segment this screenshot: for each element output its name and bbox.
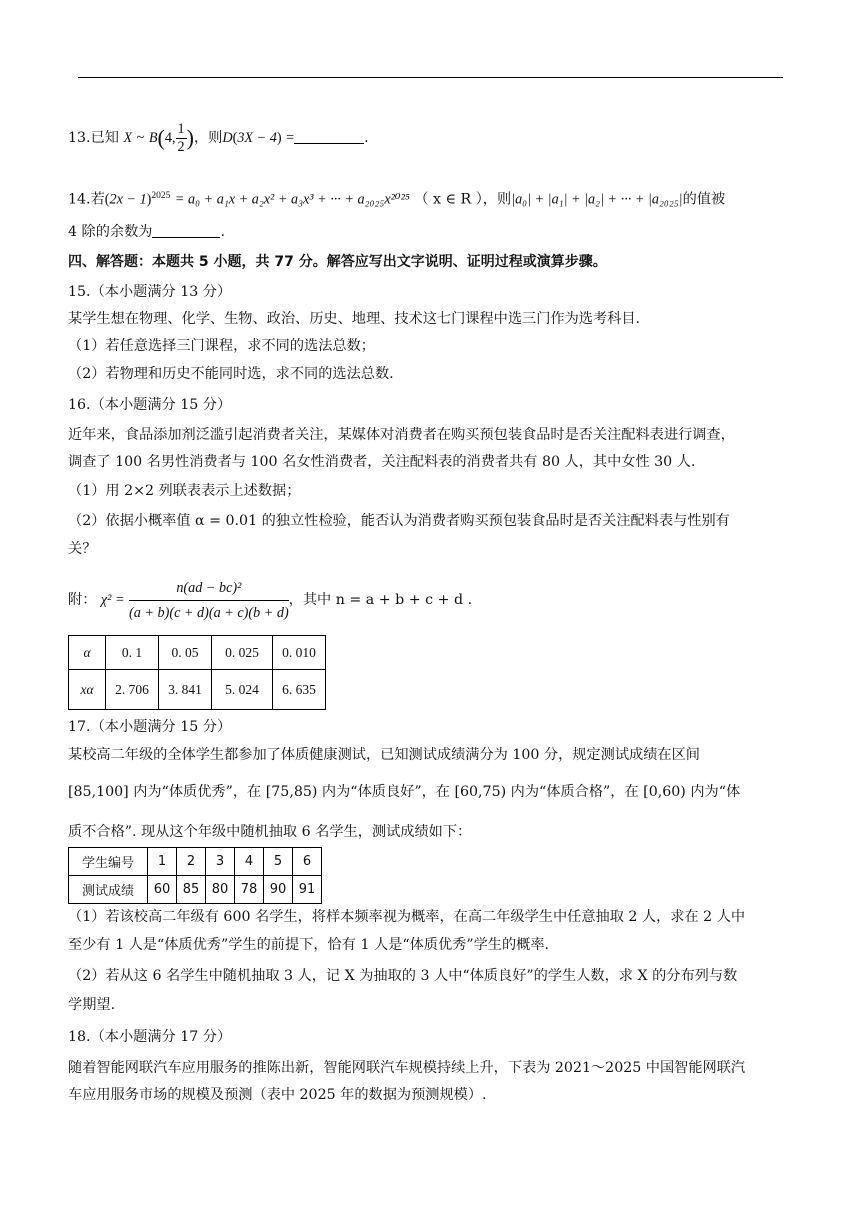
critical-value-table (68, 635, 326, 710)
table-row: xα 2. 706 3. 841 5. 024 6. 635 (69, 670, 326, 710)
q15-stem: 某学生想在物理、化学、生物、政治、历史、地理、技术这七门课程中选三门作为选考科目. (68, 311, 641, 327)
fraction: $\frac{1}{2}$ (177, 120, 185, 155)
q18-stem-1: 随着智能网联汽车应用服务的推陈出新，智能网联汽车规模持续上升，下表为 2021～2025 中国智能网联汽 (68, 1060, 746, 1076)
section-heading: 四、解答题：本题共 5 小题，共 77 分。解答应写出文字说明、证明过程或演算步骤。 (68, 254, 607, 270)
q18-heading: 18.（本小题满分 17 分） (68, 1029, 232, 1045)
header-rule (78, 77, 783, 78)
q16-part2-line2: 关？ (68, 541, 97, 557)
score-table (68, 847, 322, 904)
q15-part2: （2）若物理和历史不能同时选，求不同的选法总数. (68, 366, 394, 382)
answer-blank[interactable] (294, 129, 364, 144)
q16-part1: （1）用 2×2 列联表表示上述数据； (68, 483, 301, 499)
q16-heading: 16.（本小题满分 15 分） (68, 397, 232, 413)
chi-square-formula: 附： χ² = $\frac{\text{n(ad − bc)²}}{(a + b)(c + d)(a + c)(b + d)}$ ，其中 n = a + b + c + d . (68, 574, 784, 626)
question-13: 13.已知 X ~ B(4, $\frac{1}{2}$ )，则D(3X − 4) = . (68, 120, 369, 155)
table-row: α 0. 1 0. 05 0. 025 0. 010 (69, 636, 326, 670)
q17-stem-1: 某校高二年级的全体学生都参加了体质健康测试，已知测试成绩满分为 100 分，规定测试成绩在区间 (68, 747, 700, 763)
q16-stem-2: 调查了 100 名男性消费者与 100 名女性消费者，关注配料表的消费者共有 80 人，其中女性 30 人. (68, 454, 696, 470)
q17-part2-line2: 学期望. (68, 997, 116, 1013)
q16-stem-1: 近年来，食品添加剂泛滥引起消费者关注，某媒体对消费者在购买预包装食品时是否关注配料表进行调查， (68, 427, 735, 443)
table-row: 测试成绩 60 85 80 78 90 91 (69, 876, 322, 904)
q17-stem-2: [85,100] 内为“体质优秀”，在 [75,85) 内为“体质良好”，在 [60,75) 内为“体质合格”，在 [0,60) 内为“体 (68, 784, 741, 800)
q18-stem-2: 车应用服务市场的规模及预测（表中 2025 年的数据为预测规模）. (68, 1087, 487, 1103)
table-row: 学生编号 1 2 3 4 5 6 (69, 848, 322, 876)
chi-square-fraction: $\frac{\text{n(ad − bc)²}}{(a + b)(c + d)(a + c)(b + d)}$ (129, 576, 289, 625)
q17-part2-line1: （2）若从这 6 名学生中随机抽取 3 人，记 X 为抽取的 3 人中“体质良好”的学生人数，求 X 的分布列与数 (68, 968, 738, 984)
q17-part1-line2: 至少有 1 人是“体质优秀”学生的前提下，恰有 1 人是“体质优秀”学生的概率. (68, 937, 550, 953)
question-14-line1: 14.若$(2x - 1)^{2025} = a_0 + a_1x + a_2x^2 + a_3x^3$ + ··· + a₂₀₂₅x²⁰²⁵ （ x ∈ R ），则|a₀| + |a₁| + |a₂| + ··· + |a₂₀₂₅|的值被 (68, 191, 726, 208)
q15-part1: （1）若任意选择三门课程，求不同的选法总数； (68, 338, 375, 354)
q17-heading: 17.（本小题满分 15 分） (68, 719, 232, 735)
q15-heading: 15.（本小题满分 13 分） (68, 284, 232, 300)
q17-part1-line1: （1）若该校高二年级有 600 名学生，将样本频率视为概率，在高二年级学生中任意抽取 2 人，求在 2 人中 (68, 909, 746, 925)
q16-part2-line1: （2）依据小概率值 α = 0.01 的独立性检验，能否认为消费者购买预包装食品时是否关注配料表与性别有 (68, 513, 730, 529)
answer-blank[interactable] (152, 223, 220, 238)
question-14-line2: 4 除的余数为 . (68, 224, 225, 240)
q17-stem-3: 质不合格”. 现从这个年级中随机抽取 6 名学生，测试成绩如下： (68, 824, 472, 840)
